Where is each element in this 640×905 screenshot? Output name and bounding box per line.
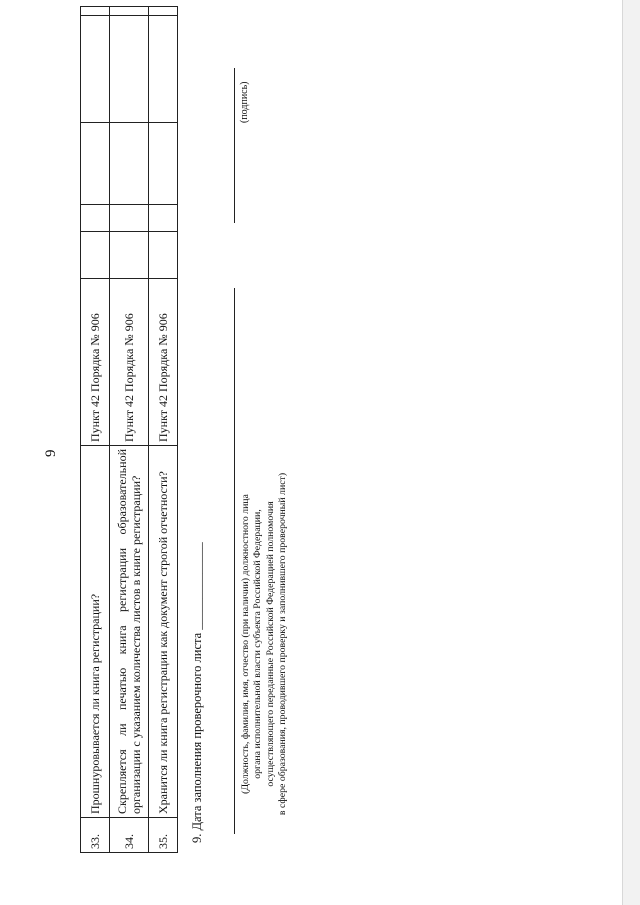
answer-cell (110, 123, 149, 205)
answer-cell (110, 205, 149, 232)
table-row (110, 7, 149, 853)
official-note-line: осуществляющего переданные Российской Федерацией полномочия (264, 501, 276, 787)
official-note-line: в сфере образования, проводившего проверку и заполнившего проверочный лист) (277, 472, 289, 816)
fill-date-label (190, 542, 205, 843)
row-question: Хранится ли книга регистрации как документ строгой отчетности? (149, 446, 178, 818)
scan-edge (622, 0, 640, 905)
official-signature-line (234, 288, 235, 834)
page-number: 9 (43, 449, 59, 457)
answer-cell (81, 7, 110, 16)
answer-cell (81, 232, 110, 279)
row-number: 35. (149, 818, 178, 853)
row-number: 33. (81, 818, 110, 853)
answer-cell (110, 232, 149, 279)
checklist-table (80, 6, 178, 853)
official-note-line: органа исполнительной власти субъекта Российской Федерации, (252, 509, 264, 779)
row-question: Скрепляется ли печатью книга регистрации образовательной организации с указанием количества листов в книге регистрации? (110, 446, 149, 818)
answer-cell (81, 16, 110, 123)
answer-cell (149, 16, 178, 123)
row-question: Прошнуровывается ли книга регистрации? (81, 446, 110, 818)
answer-cell (149, 7, 178, 16)
signature-line (234, 68, 235, 223)
signature-caption: (подпись) (239, 81, 250, 123)
table-row (81, 7, 110, 853)
official-position-caption (240, 464, 290, 824)
answer-cell (149, 205, 178, 232)
answer-cell (81, 205, 110, 232)
official-note-line: (Должность, фамилия, имя, отчество (при наличии) должностного лица (240, 494, 251, 794)
row-reference: Пункт 42 Порядка № 906 (110, 279, 149, 446)
answer-cell (149, 232, 178, 279)
row-reference: Пункт 42 Порядка № 906 (81, 279, 110, 446)
answer-cell (81, 123, 110, 205)
answer-cell (110, 7, 149, 16)
row-number: 34. (110, 818, 149, 853)
answer-cell (110, 16, 149, 123)
row-reference: Пункт 42 Порядка № 906 (149, 279, 178, 446)
table-row (149, 7, 178, 853)
answer-cell (149, 123, 178, 205)
fill-date-text: 9. Дата заполнения проверочного листа (190, 632, 204, 843)
fill-date-blank: ______________ (190, 542, 204, 630)
